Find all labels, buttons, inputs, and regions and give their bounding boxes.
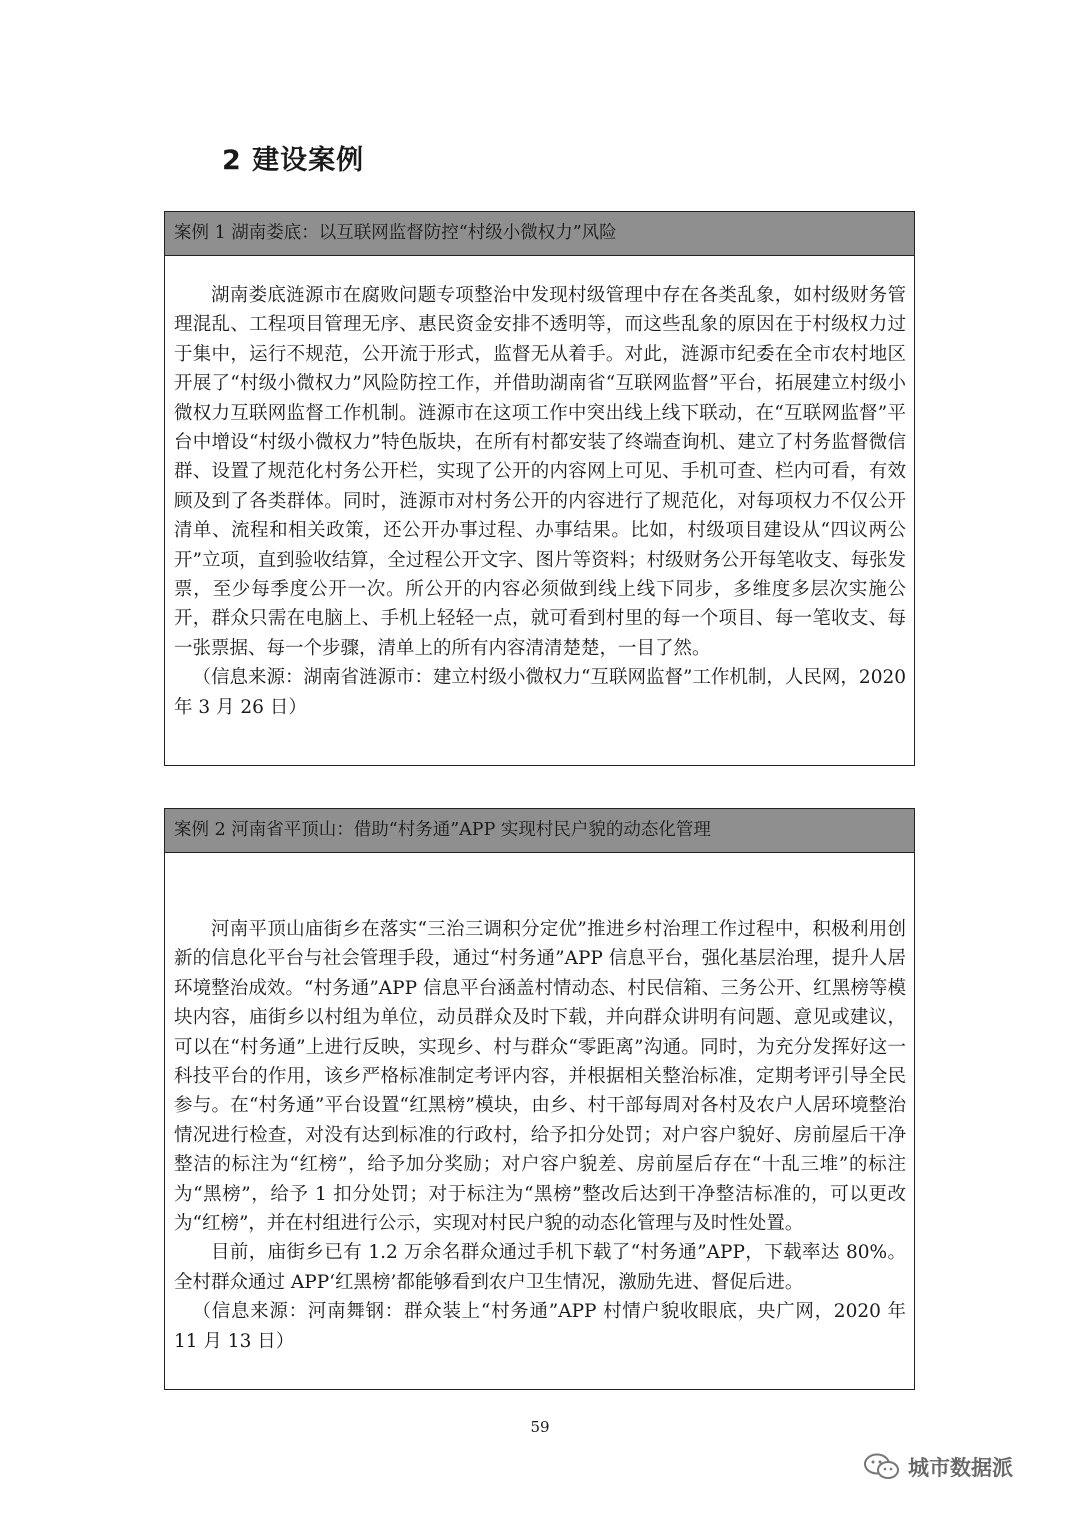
page-number: 59 (530, 1418, 550, 1436)
case-paragraph: 河南平顶山庙街乡在落实“三治三调积分定优”推进乡村治理工作过程中，积极利用创新的信息化平台与社会管理手段，通过“村务通”APP 信息平台，强化基层治理，提升人居环境整治成效。“村务通”APP 信息平台涵盖村情动态、村民信箱、三务公开、红黑榜等模块内容，庙街乡以村组为单位，动员群众及时下载，并向群众讲明有问题、意见或建议，可以在“村务通”上进行反映，实现乡、村与群众“零距离”沟通。同时，为充分发挥好这一科技平台的作用，该乡严格标准制定考评内容，并根据相关整治标准，定期考评引导全民参与。在“村务通”平台设置“红黑榜”模块，由乡、村干部每周对各村及农户人居环境整治情况进行检查，对没有达到标准的行政村，给予扣分处罚；对户容户貌好、房前屋后干净整洁的标注为“红榜”，给予加分奖励；对户容户貌差、房前屋后存在“十乱三堆”的标注为“黑榜”，给予 1 扣分处罚；对于标注为“黑榜”整改后达到干净整洁标准的，可以更改为“红榜”，并在村组进行公示，实现对村民户貌的动态化管理与及时性处置。 (174, 919, 906, 1235)
case-box-1 (164, 211, 915, 766)
case-header-1: 案例 1 湖南娄底：以互联网监督防控“村级小微权力”风险 (165, 212, 914, 256)
case-paragraph: 湖南娄底涟源市在腐败问题专项整治中发现村级管理中存在各类乱象，如村级财务管理混乱、工程项目管理无序、惠民资金安排不透明等，而这些乱象的原因在于村级权力过于集中，运行不规范，公开流于形式，监督无从着手。对此，涟源市纪委在全市农村地区开展了“村级小微权力”风险防控工作，并借助湖南省“互联网监督”平台，拓展建立村级小微权力互联网监督工作机制。涟源市在这项工作中突出线上线下联动，在“互联网监督”平台中增设“村级小微权力”特色版块，在所有村都安装了终端查询机、建立了村务监督微信群、设置了规范化村务公开栏，实现了公开的内容网上可见、手机可查、栏内可看，有效顾及到了各类群体。同时，涟源市对村务公开的内容进行了规范化，对每项权力不仅公开清单、流程和相关政策，还公开办事过程、办事结果。比如，村级项目建设从“四议两公开”立项，直到验收结算，全过程公开文字、图片等资料；村级财务公开每笔收支、每张发票，至少每季度公开一次。所公开的内容必须做到线上线下同步，多维度多层次实施公开，群众只需在电脑上、手机上轻轻一点，就可看到村里的每一个项目、每一笔收支、每一张票据、每一个步骤，清单上的所有内容清清楚楚，一目了然。 (174, 285, 906, 659)
section-heading: 2 建设案例 (222, 145, 365, 176)
watermark (862, 1452, 1013, 1482)
case-source-note: （信息来源：湖南省涟源市：建立村级小微权力“互联网监督”工作机制，人民网，2020 年 3 月 26 日） (174, 667, 906, 718)
case-source-note: （信息来源：河南舞钢：群众装上“村务通”APP 村情户貌收眼底，央广网，2020 年 11 月 13 日） (174, 1301, 906, 1352)
case-paragraph: 目前，庙街乡已有 1.2 万余名群众通过手机下载了“村务通”APP，下载率达 80%。全村群众通过 APP‘红黑榜’都能够看到农户卫生情况，激励先进、督促后进。 (174, 1242, 906, 1293)
case-body-1 (165, 256, 914, 722)
case-body-2 (165, 853, 914, 1356)
case-box-2 (164, 808, 915, 1390)
wechat-icon (862, 1452, 902, 1482)
watermark-text: 城市数据派 (908, 1456, 1013, 1480)
case-header-2: 案例 2 河南省平顶山：借助“村务通”APP 实现村民户貌的动态化管理 (165, 809, 914, 853)
